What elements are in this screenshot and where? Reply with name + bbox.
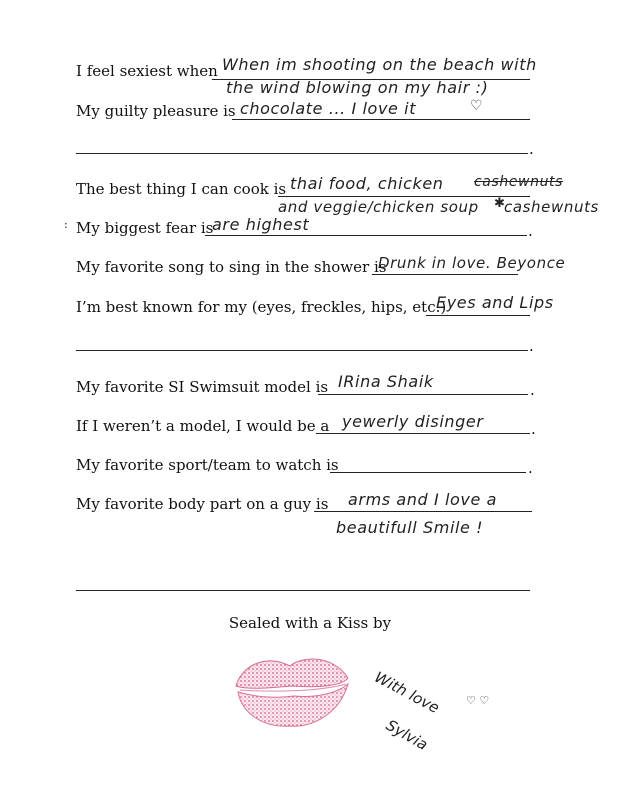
- answer-body-part-2: beautifull Smile !: [336, 518, 484, 537]
- answer-line: [314, 511, 532, 512]
- answer-cook-3: cashewnuts: [504, 198, 599, 216]
- answer-known: Eyes and Lips: [436, 293, 554, 312]
- note-with-love: With love: [371, 668, 443, 718]
- heart-doodle-icon: ♡: [470, 98, 484, 114]
- line-period: .: [530, 381, 535, 399]
- answer-sexiest-1: When im shooting on the beach with: [222, 55, 537, 74]
- answer-line: [318, 394, 528, 395]
- margin-mark: :: [64, 218, 68, 231]
- prompt-sport: My favorite sport/team to watch is: [76, 456, 339, 474]
- answer-line: [205, 235, 527, 236]
- answer-line: [76, 590, 530, 591]
- answer-line: [330, 472, 526, 473]
- asterisk-mark-icon: ✱: [494, 196, 506, 211]
- signature-name: Sylvia: [383, 716, 431, 754]
- answer-line: [372, 274, 518, 275]
- answer-cook-crossed: cashewnuts: [474, 174, 564, 190]
- sealed-with-kiss-heading: Sealed with a Kiss by: [228, 614, 392, 632]
- prompt-known: I’m best known for my (eyes, freckles, hips, etc.): [76, 298, 447, 316]
- answer-line: [76, 350, 528, 351]
- answer-line: [232, 119, 530, 120]
- answer-fear: are highest: [212, 215, 310, 234]
- prompt-not-model: If I weren’t a model, I would be a: [76, 417, 330, 435]
- prompt-si-model: My favorite SI Swimsuit model is: [76, 378, 329, 396]
- prompt-sexiest: I feel sexiest when: [76, 62, 218, 80]
- answer-guilty: chocolate ... I love it: [240, 99, 417, 118]
- answer-body-part-1: arms and I love a: [348, 490, 498, 509]
- prompt-fear: My biggest fear is: [76, 219, 214, 237]
- answer-line: [426, 315, 530, 316]
- prompt-cook: The best thing I can cook is: [76, 180, 287, 198]
- answer-line: [278, 196, 530, 197]
- line-period: .: [529, 337, 534, 355]
- line-period: .: [528, 222, 533, 240]
- answer-cook-2: and veggie/chicken soup: [278, 198, 479, 216]
- answer-not-model: yewerly disinger: [342, 412, 484, 431]
- prompt-song: My favorite song to sing in the shower is: [76, 258, 387, 276]
- line-period: .: [529, 140, 534, 158]
- answer-song: Drunk in love. Beyonce: [378, 254, 566, 272]
- answer-line: [316, 433, 530, 434]
- line-period: .: [531, 420, 536, 438]
- prompt-body-part: My favorite body part on a guy is: [76, 495, 329, 513]
- answer-cook-1: thai food, chicken: [290, 174, 444, 193]
- answer-line: [76, 153, 528, 154]
- prompt-guilty: My guilty pleasure is: [76, 102, 236, 120]
- answer-si-model: IRina Shaik: [338, 372, 434, 391]
- line-period: .: [528, 459, 533, 477]
- lipstick-kiss-mark: [228, 640, 358, 740]
- heart-doodle-icon: ♡ ♡: [466, 694, 490, 707]
- answer-sexiest-2: the wind blowing on my hair :): [226, 78, 489, 97]
